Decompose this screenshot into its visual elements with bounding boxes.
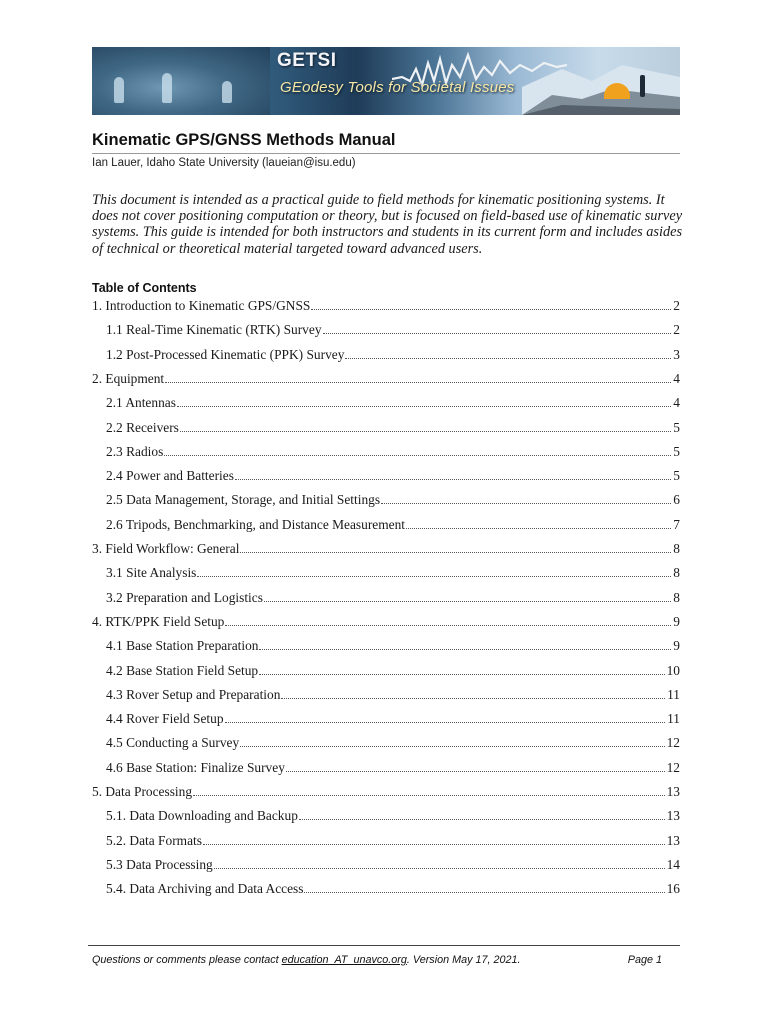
- toc-dot-leader: [281, 698, 665, 699]
- toc-dot-leader: [286, 771, 665, 772]
- toc-entry[interactable]: [106, 589, 680, 606]
- toc-entry-label: 4. RTK/PPK Field Setup: [92, 613, 225, 629]
- toc-entry[interactable]: [92, 370, 680, 387]
- toc-entry-label: 5.2. Data Formats: [106, 832, 202, 848]
- toc-entry[interactable]: [92, 297, 680, 314]
- toc-dot-leader: [197, 576, 671, 577]
- toc-entry-label: 2.4 Power and Batteries: [106, 468, 234, 484]
- toc-entry[interactable]: [106, 662, 680, 679]
- toc-entry-page: 8: [673, 541, 680, 556]
- toc-dot-leader: [264, 601, 671, 602]
- toc-dot-leader: [240, 552, 671, 553]
- toc-entry-page: 4: [673, 395, 680, 411]
- toc-dot-leader: [311, 309, 671, 310]
- footer-contact: [92, 954, 521, 966]
- toc-entry-label: 5. Data Processing: [92, 784, 193, 799]
- footer-text-before: Questions or comments please contact: [92, 954, 282, 966]
- toc-entry-label: 1.1 Real-Time Kinematic (RTK) Survey: [106, 322, 322, 338]
- toc-entry-page: 6: [673, 492, 680, 508]
- toc-dot-leader: [180, 431, 671, 432]
- toc-entry-label: 2.6 Tripods, Benchmarking, and Distance Measurement: [106, 516, 406, 532]
- title-divider: [92, 153, 680, 154]
- banner-figure: [114, 77, 124, 103]
- toc-heading: Table of Contents: [92, 281, 197, 295]
- toc-dot-leader: [381, 503, 671, 504]
- toc-entry[interactable]: [106, 394, 680, 411]
- toc-dot-leader: [164, 455, 671, 456]
- toc-entry[interactable]: [106, 491, 680, 508]
- toc-entry[interactable]: [106, 346, 680, 363]
- toc-entry-page: 13: [666, 784, 680, 799]
- author-line: Ian Lauer, Idaho State University (laueian@isu.edu): [92, 157, 356, 169]
- toc-entry[interactable]: [106, 807, 680, 824]
- toc-entry[interactable]: [106, 759, 680, 776]
- banner-figure: [162, 73, 172, 103]
- toc-entry-page: 5: [673, 419, 680, 435]
- toc-entry-page: 13: [666, 832, 680, 848]
- toc-entry[interactable]: [106, 467, 680, 484]
- footer-divider: [88, 945, 680, 946]
- toc-entry-page: 12: [666, 759, 680, 775]
- toc-entry-page: 9: [673, 613, 680, 629]
- toc-entry-label: 4.2 Base Station Field Setup: [106, 662, 259, 678]
- toc-dot-leader: [240, 746, 664, 747]
- toc-entry-page: 8: [673, 589, 680, 605]
- toc-entry-page: 13: [666, 808, 680, 824]
- toc-entry[interactable]: [92, 540, 680, 557]
- toc-entry[interactable]: [106, 832, 680, 849]
- toc-dot-leader: [225, 625, 671, 626]
- toc-entry-label: 5.1. Data Downloading and Backup: [106, 808, 298, 824]
- toc-dot-leader: [345, 358, 671, 359]
- toc-entry[interactable]: [92, 783, 680, 800]
- toc-entry-label: 2. Equipment: [92, 370, 165, 386]
- toc-entry[interactable]: [92, 613, 680, 630]
- toc-entry-page: 4: [673, 370, 680, 386]
- toc-entry-label: 4.6 Base Station: Finalize Survey: [106, 759, 285, 775]
- toc-dot-leader: [259, 674, 664, 675]
- toc-dot-leader: [299, 819, 665, 820]
- toc-entry-label: 4.3 Rover Setup and Preparation: [106, 686, 281, 702]
- toc-entry[interactable]: [106, 419, 680, 436]
- toc-entry[interactable]: [106, 710, 680, 727]
- toc-entry[interactable]: [106, 443, 680, 460]
- toc-entry-label: 3. Field Workflow: General: [92, 541, 240, 556]
- toc-dot-leader: [203, 844, 665, 845]
- toc-entry-label: 1.2 Post-Processed Kinematic (PPK) Survey: [106, 346, 345, 362]
- toc-entry-label: 1. Introduction to Kinematic GPS/GNSS: [92, 298, 311, 313]
- banner-figure: [222, 81, 232, 103]
- toc-dot-leader: [177, 406, 671, 407]
- toc-entry[interactable]: [106, 856, 680, 873]
- toc-entry[interactable]: [106, 564, 680, 581]
- toc-entry-label: 2.3 Radios: [106, 443, 164, 459]
- toc-entry-label: 4.5 Conducting a Survey: [106, 735, 240, 751]
- toc-entry[interactable]: [106, 686, 680, 703]
- toc-entry[interactable]: [106, 637, 680, 654]
- toc-entry-page: 9: [673, 638, 680, 654]
- toc-entry-page: 8: [673, 565, 680, 581]
- document-title: Kinematic GPS/GNSS Methods Manual: [92, 131, 396, 149]
- intro-paragraph: This document is intended as a practical guide to field methods for kinematic positioning systems. It does not cover positioning computation or theory, but is focused on field-based use of kinematic survey systems. This guide is intended for both instructors and students in its current form and includes asides of technical or theoretical material targeted toward advanced users.: [92, 192, 683, 257]
- toc-dot-leader: [193, 795, 665, 796]
- toc-entry-label: 5.3 Data Processing: [106, 856, 213, 872]
- toc-entry-page: 2: [673, 298, 680, 313]
- getsi-banner: [92, 47, 680, 115]
- toc-dot-leader: [214, 868, 665, 869]
- toc-entry[interactable]: [106, 516, 680, 533]
- toc-dot-leader: [225, 722, 666, 723]
- toc-entry[interactable]: [106, 880, 680, 897]
- toc-dot-leader: [165, 382, 671, 383]
- toc-dot-leader: [323, 333, 672, 334]
- toc-entry-page: 16: [666, 881, 680, 897]
- getsi-logo: GETSI: [277, 50, 337, 71]
- toc-entry-label: 4.1 Base Station Preparation: [106, 638, 259, 654]
- toc-entry-page: 5: [673, 443, 680, 459]
- toc-dot-leader: [406, 528, 671, 529]
- toc-dot-leader: [235, 479, 671, 480]
- toc-entry-label: 5.4. Data Archiving and Data Access: [106, 881, 304, 897]
- toc-entry[interactable]: [106, 321, 680, 338]
- toc-entry-label: 2.2 Receivers: [106, 419, 179, 435]
- getsi-tagline: GEodesy Tools for Societal Issues: [280, 79, 515, 96]
- toc-entry-page: 3: [673, 346, 680, 362]
- toc-entry-page: 12: [666, 735, 680, 751]
- toc-entry-page: 14: [666, 856, 680, 872]
- toc-entry-label: 2.5 Data Management, Storage, and Initial Settings: [106, 492, 381, 508]
- toc-entry-page: 5: [673, 468, 680, 484]
- toc-entry[interactable]: [106, 734, 680, 751]
- toc-entry-page: 7: [673, 516, 680, 532]
- toc-dot-leader: [304, 892, 664, 893]
- toc-entry-page: 11: [667, 711, 680, 727]
- page-number: Page 1: [627, 954, 662, 966]
- toc-dot-leader: [259, 649, 671, 650]
- toc-entry-label: 2.1 Antennas: [106, 395, 176, 411]
- toc-entry-label: 3.2 Preparation and Logistics: [106, 589, 263, 605]
- footer-text-after: . Version May 17, 2021.: [406, 954, 521, 966]
- toc-entry-page: 11: [667, 686, 680, 702]
- contact-email-link[interactable]: education_AT_unavco.org: [281, 954, 407, 966]
- toc-entry-label: 3.1 Site Analysis: [106, 565, 197, 581]
- toc-entry-page: 2: [673, 322, 680, 338]
- toc-entry-page: 10: [666, 662, 680, 678]
- banner-person: [640, 75, 645, 97]
- toc-entry-label: 4.4 Rover Field Setup: [106, 711, 224, 727]
